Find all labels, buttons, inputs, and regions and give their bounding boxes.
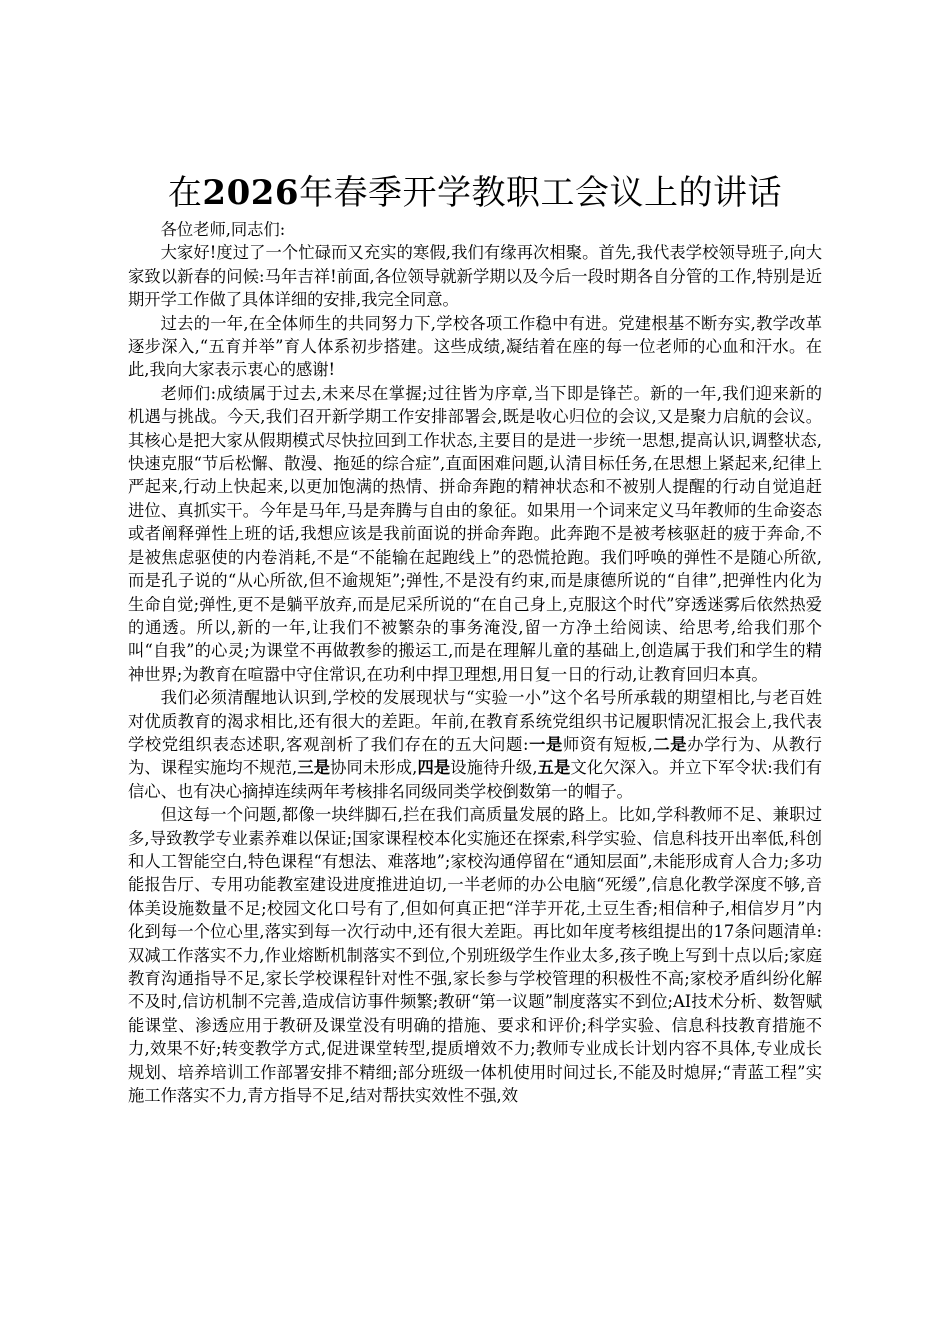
- paragraph-five-problems: [128, 686, 822, 803]
- paragraph-mobilization: 老师们:成绩属于过去,未来尽在掌握;过往皆为序章,当下即是锋芒。新的一年,我们迎来新的机遇与挑战。今天,我们召开新学期工作安排部署会,既是收心归位的会议,又是聚力启航的会议。其核心是把大家从假期模式尽快拉回到工作状态,主要目的是进一步统一思想,提高认识,调整状态,快速克服“节后松懈、散漫、拖延的综合症”,直面困难问题,认清目标任务,在思想上紧起来,纪律上严起来,行动上快起来,以更加饱满的热情、拼命奔跑的精神状态和不被别人提醒的行动自觉追赶进位、真抓实干。今年是马年,马是奔腾与自由的象征。如果用一个词来定义马年教师的生命姿态或者阐释弹性上班的话,我想应该是我前面说的拼命奔跑。此奔跑不是被考核驱赶的疲于奔命,不是被焦虑驱使的内卷消耗,不是“不能输在起跑线上”的恐慌抢跑。我们呼唤的弹性不是随心所欲,而是孔子说的“从心所欲,但不逾规矩”;弹性,不是没有约束,而是康德所说的“自律”,把弹性内化为生命自觉;弹性,更不是躺平放弃,而是尼采所说的“在自己身上,克服这个时代”穿透迷雾后依然热爱的通透。所以,新的一年,让我们不被繁杂的事务淹没,留一方净土给阅读、给思考,给我们那个叫“自我”的心灵;为课堂不再做教参的搬运工,而是在理解儿童的基础上,创造属于我们和学生的精神世界;为教育在喧嚣中守住常识,在功利中捍卫理想,用日复一日的行动,让教育回归本真。: [128, 383, 822, 684]
- paragraph-problem-details: 但这每一个问题,都像一块绊脚石,拦在我们高质量发展的路上。比如,学科教师不足、兼职过多,导致教学专业素养难以保证;国家课程校本化实施还在探索,科学实验、信息科技开出率低,科创和人工智能空白,特色课程“有想法、难落地”;家校沟通停留在“通知层面”,未能形成育人合力;多功能报告厅、专用功能教室建设进度推进迫切,一半老师的办公电脑“死缓”,信息化教学深度不够,音体美设施数量不足;校园文化口号有了,但如何真正把“洋芋开花,土豆生香;相信种子,相信岁月”内化到每一个位心里,落实到每一次行动中,还有很大差距。再比如年度考核组提出的17条问题清单:双减工作落实不力,作业熔断机制落实不到位,个别班级学生作业太多,孩子晚上写到十点以后;家庭教育沟通指导不足,家长学校课程针对性不强,家长参与学校管理的积极性不高;家校矛盾纠纷化解不及时,信访机制不完善,造成信访事件频繁;教研“第一议题”制度落实不到位;AI技术分析、数智赋能课堂、渗透应用于教研及课堂没有明确的措施、要求和评价;科学实验、信息科技教育措施不力,效果不好;转变教学方式,促进课堂转型,提质增效不力;教师专业成长计划内容不具体,专业成长规划、培养培训工作部署安排不精细;部分班级一体机使用时间过长,不能及时熄屏;“青蓝工程”实施工作落实不力,青方指导不足,结对帮扶实效性不强,效: [128, 805, 822, 1106]
- problem-5-text: 文化欠深入。并立下军令状:我们有信心、也有决心摘掉连续两年考核排名同级同类学校倒数第一的帽子。: [128, 758, 822, 801]
- problem-1-text: 师资有短板,: [562, 734, 653, 754]
- title-prefix: 在: [167, 173, 203, 213]
- problem-2-label: 二是: [652, 734, 688, 754]
- problem-3-text: 协同未形成,: [330, 758, 418, 778]
- problem-3-label: 三是: [297, 758, 331, 778]
- problem-1-label: 一是: [528, 734, 563, 754]
- five-problems-intro: 我们必须清醒地认识到,学校的发展现状与“实验一小”这个名号所承载的期望相比,与老百姓对优质教育的渴求相比,还有很大的差距。年前,在教育系统党组织书记履职情况汇报会上,我代表学校党组织表态述职,客观剖析了我们存在的五大问题:: [128, 688, 822, 754]
- title-year: 2026: [202, 173, 300, 213]
- problem-4-text: 设施待升级,: [450, 758, 538, 778]
- problem-4-label: 四是: [417, 758, 451, 778]
- paragraph-greeting: 大家好!度过了一个忙碌而又充实的寒假,我们有缘再次相聚。首先,我代表学校领导班子,向大家致以新春的问候:马年吉祥!前面,各位领导就新学期以及今后一段时期各自分管的工作,特别是近期开学工作做了具体详细的安排,我完全同意。: [128, 243, 822, 310]
- problem-2-text: 办学行为、从教行为、课程实施均不规范,: [128, 734, 822, 778]
- salutation: 各位老师,同志们:: [160, 220, 286, 239]
- title-suffix: 年春季开学教职工会议上的讲话: [299, 173, 783, 213]
- document-page: [128, 170, 822, 1107]
- problem-5-label: 五是: [537, 758, 571, 778]
- paragraph-review: 过去的一年,在全体师生的共同努力下,学校各项工作稳中有进。党建根基不断夯实,教学改革逐步深入,“五育并举”育人体系初步搭建。这些成绩,凝结着在座的每一位老师的心血和汗水。在此,我向大家表示衷心的感谢!: [128, 313, 822, 380]
- document-title: [128, 170, 822, 216]
